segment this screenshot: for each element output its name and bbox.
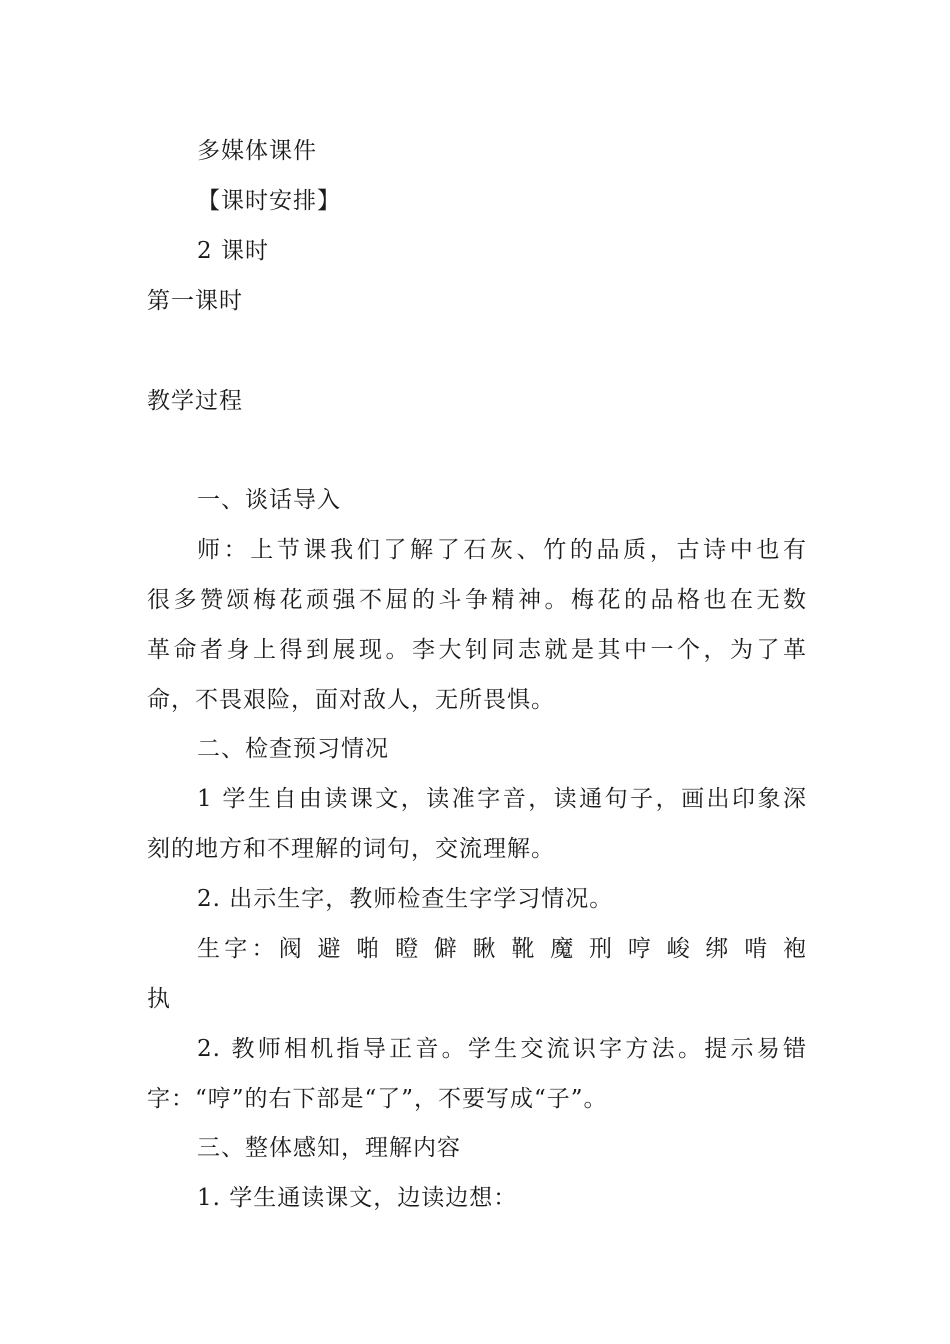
section2-item3-line: 字：“哼”的右下部是“了”，不要写成“子”。	[147, 1086, 608, 1112]
section2-item1-line: 1 学生自由读课文，读准字音，读通句子，画出印象深	[197, 786, 807, 812]
section2-chars-line: 生字：阀 避 啪 瞪 僻 瞅 靴 魔 刑 哼 峻 绑 啃 袍	[197, 936, 807, 962]
section2-heading: 二、检查预习情况	[197, 736, 389, 762]
section1-paragraph-line: 革命者身上得到展现。李大钊同志就是其中一个，为了革	[147, 637, 807, 663]
section1-heading: 一、谈话导入	[197, 487, 341, 513]
section2-chars-line: 执	[147, 986, 171, 1012]
section3-item1: 1. 学生通读课文，边读边想：	[197, 1185, 518, 1211]
section1-paragraph-line: 师：上节课我们了解了石灰、竹的品质，古诗中也有	[197, 537, 807, 563]
section2-item1-line: 刻的地方和不理解的词句，交流理解。	[147, 836, 555, 862]
schedule-heading: 【课时安排】	[197, 188, 341, 214]
section1-paragraph-line: 命，不畏艰险，面对敌人，无所畏惧。	[147, 687, 555, 713]
lesson-title: 第一课时	[147, 288, 243, 314]
section1-paragraph-line: 很多赞颂梅花顽强不屈的斗争精神。梅花的品格也在无数	[147, 587, 807, 613]
section2-item2: 2. 出示生字，教师检查生字学习情况。	[197, 886, 614, 912]
process-heading: 教学过程	[147, 388, 243, 414]
section3-heading: 三、整体感知，理解内容	[197, 1135, 461, 1161]
schedule-value: 2 课时	[197, 238, 269, 264]
section2-item3-line: 2. 教师相机指导正音。学生交流识字方法。提示易错	[197, 1036, 807, 1062]
materials-text: 多媒体课件	[197, 138, 317, 164]
